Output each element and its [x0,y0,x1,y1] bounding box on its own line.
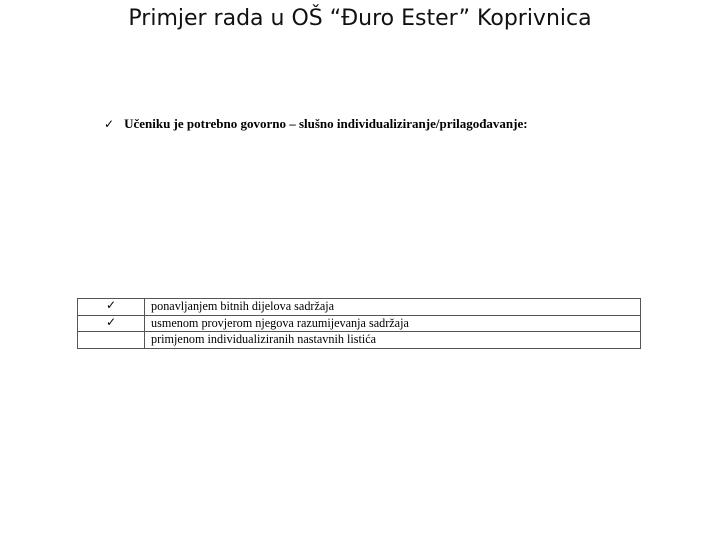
checkmark-cell [78,332,145,349]
methods-table [77,298,641,349]
table-row [78,299,641,316]
section-heading [104,116,624,132]
slide-title: Primjer rada u OŠ “Đuro Ester” Koprivnica [128,6,592,31]
table-row [78,332,641,349]
table-1-clip [70,150,650,290]
checkmark-icon: ✓ [104,117,115,131]
table-cell-text: primjenom individualiziranih nastavnih listića [145,332,641,349]
table-row [78,315,641,332]
checkmark-icon: ✓ [78,315,145,332]
checkmark-icon: ✓ [78,299,145,316]
table-cell-text: ponavljanjem bitnih dijelova sadržaja [145,299,641,316]
section-heading-text: Učeniku je potrebno govorno – slušno individualiziranje/prilagođavanje: [124,116,528,131]
table-cell-text: usmenom provjerom njegova razumijevanja sadržaja [145,315,641,332]
